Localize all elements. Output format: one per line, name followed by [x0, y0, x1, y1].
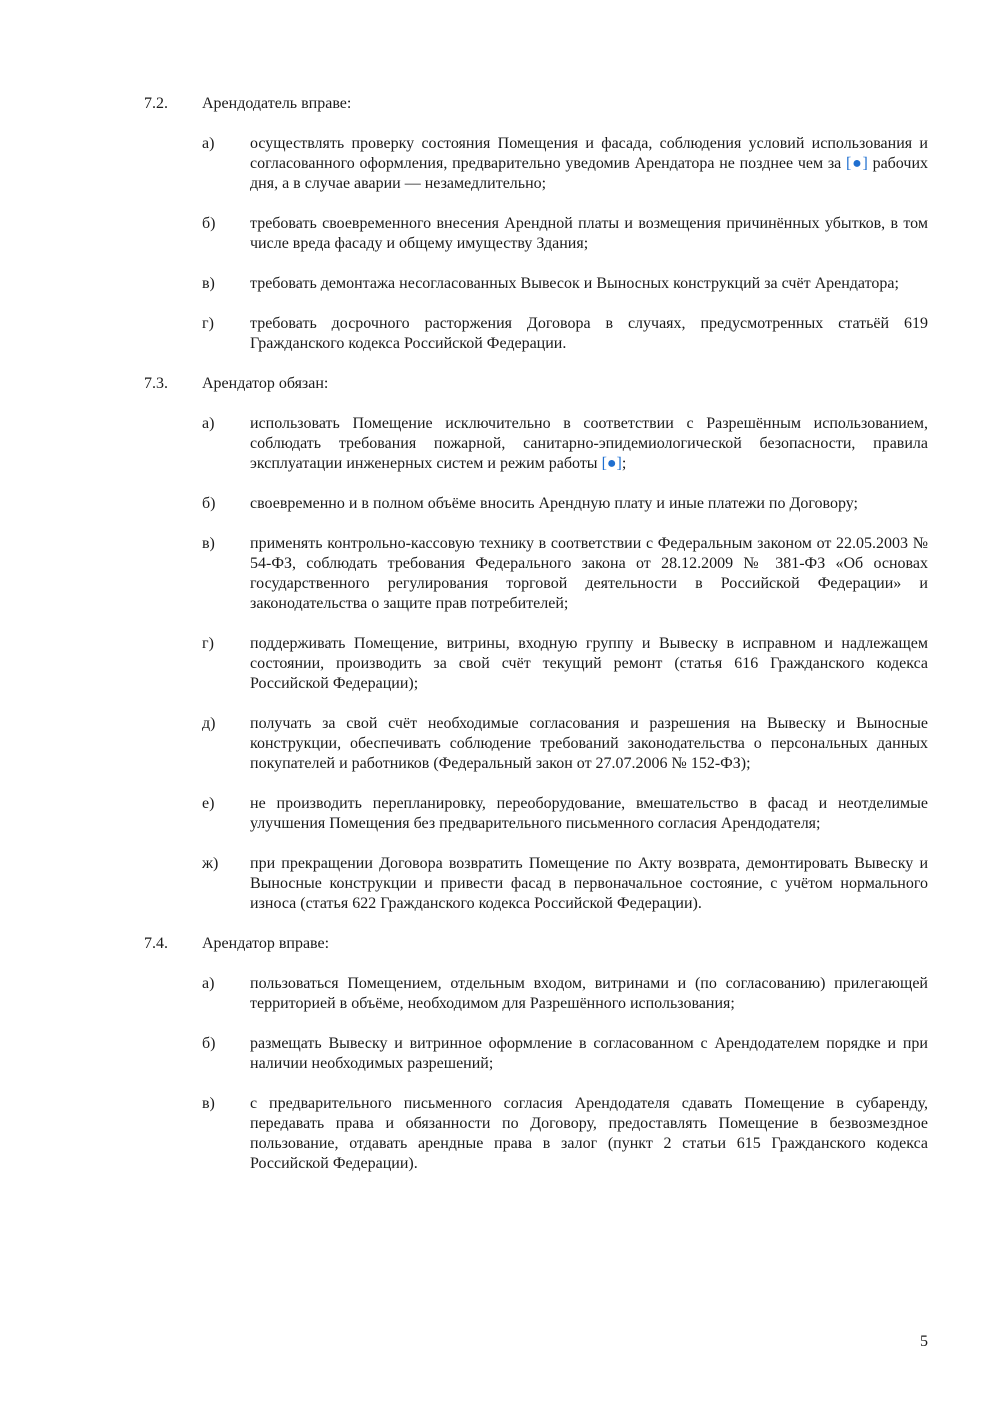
subclause-letter: б): [202, 495, 216, 512]
clause-number: 7.3.: [144, 375, 168, 392]
subclause-item: [144, 794, 928, 834]
text-fragment: пользоваться Помещением, отдельным входом, витринами и (по согласованию) прилегающей территорией в объёме, необходимом для Разрешённого использования;: [250, 975, 928, 1012]
subclause-list: [144, 974, 928, 1174]
subclause-letter: в): [202, 535, 215, 552]
text-fragment: поддерживать Помещение, витрины, входную группу и Вывеску в исправном и надлежащем состоянии, производить за свой счёт текущий ремонт (статья 616 Гражданского кодекса Российской Федерации);: [250, 635, 928, 692]
clause-heading: [144, 94, 928, 114]
subclause-text: [250, 634, 928, 694]
subclause-text: [250, 854, 928, 914]
clause-section: [144, 94, 928, 354]
subclause-letter: а): [202, 975, 215, 992]
placeholder-marker: [●]: [601, 455, 622, 472]
page-number: 5: [920, 1333, 928, 1350]
subclause-text: [250, 274, 928, 294]
subclause-text: [250, 1034, 928, 1074]
text-fragment: своевременно и в полном объёме вносить Арендную плату и иные платежи по Договору;: [250, 495, 858, 512]
text-fragment: размещать Вывеску и витринное оформление в согласованном с Арендодателем порядке и при наличии необходимых разрешений;: [250, 1035, 928, 1072]
text-fragment: требовать досрочного расторжения Договора в случаях, предусмотренных статьёй 619 Гражданского кодекса Российской Федерации.: [250, 315, 928, 352]
subclause-letter: в): [202, 1095, 215, 1112]
subclause-text: [250, 534, 928, 614]
clause-title: Арендатор вправе:: [202, 935, 330, 952]
clause-number: 7.2.: [144, 95, 168, 112]
clause-number: 7.4.: [144, 935, 168, 952]
subclause-item: [144, 1094, 928, 1174]
subclause-text: [250, 714, 928, 774]
clause-section: [144, 374, 928, 914]
text-fragment: применять контрольно-кассовую технику в соответствии с Федеральным законом от 22.05.2003 № 54-ФЗ, соблюдать требования Федерального закона от 28.12.2009 № 381-ФЗ «Об основах государственного регулирования торговой деятельности в Российской Федерации» и законодательства о защите прав потребителей;: [250, 535, 928, 612]
subclause-text: [250, 214, 928, 254]
text-fragment: рабочих дня, а в случае аварии — незамедлительно;: [250, 155, 929, 192]
text-fragment: использовать Помещение исключительно в соответствии с Разрешённым использованием, соблюдать требования пожарной, санитарно-эпидемиологической безопасности, правила эксплуатации инженерных систем и режим работы: [250, 415, 928, 472]
subclause-item: [144, 494, 928, 514]
subclause-letter: е): [202, 795, 215, 812]
clause-title: Арендатор обязан:: [202, 375, 329, 392]
subclause-item: [144, 414, 928, 474]
clause-section: [144, 934, 928, 1174]
subclause-item: [144, 134, 928, 194]
text-fragment: осуществлять проверку состояния Помещения и фасада, соблюдения условий использования и согласованного оформления, предварительно уведомив Арендатора не позднее чем за: [250, 135, 928, 172]
text-fragment: получать за свой счёт необходимые согласования и разрешения на Вывеску и Выносные конструкции, обеспечивать соблюдение требований законодательства о персональных данных покупателей и работников (Федеральный закон от 27.07.2006 № 152-ФЗ);: [250, 715, 928, 772]
subclause-text: [250, 414, 928, 474]
subclause-letter: в): [202, 275, 215, 292]
subclause-text: [250, 134, 928, 194]
subclause-item: [144, 1034, 928, 1074]
subclause-letter: б): [202, 215, 216, 232]
subclause-letter: б): [202, 1035, 216, 1052]
subclause-item: [144, 534, 928, 614]
subclause-letter: г): [202, 315, 214, 332]
subclause-list: [144, 414, 928, 914]
text-fragment: требовать демонтажа несогласованных Вывесок и Выносных конструкций за счёт Арендатора;: [250, 275, 899, 292]
subclause-letter: а): [202, 135, 215, 152]
subclause-item: [144, 974, 928, 1014]
subclause-letter: д): [202, 715, 216, 732]
text-fragment: требовать своевременного внесения Арендной платы и возмещения причинённых убытков, в том числе вреда фасаду и общему имуществу Здания;: [250, 215, 928, 252]
subclause-text: [250, 494, 928, 514]
subclause-text: [250, 1094, 928, 1174]
text-fragment: с предварительного письменного согласия Арендодателя сдавать Помещение в субаренду, передавать права и обязанности по Договору, предоставлять Помещение в безвозмездное пользование, отдавать арендные права в залог (пункт 2 статьи 615 Гражданского кодекса Российской Федерации).: [250, 1095, 928, 1172]
text-fragment: при прекращении Договора возвратить Помещение по Акту возврата, демонтировать Вывеску и Выносные конструкции и привести фасад в первоначальное состояние, с учётом нормального износа (статья 622 Гражданского кодекса Российской Федерации).: [250, 855, 928, 912]
subclause-list: [144, 134, 928, 354]
subclause-text: [250, 974, 928, 1014]
subclause-item: [144, 854, 928, 914]
subclause-letter: ж): [202, 855, 219, 872]
subclause-item: [144, 314, 928, 354]
subclause-item: [144, 714, 928, 774]
subclause-text: [250, 794, 928, 834]
subclause-text: [250, 314, 928, 354]
subclause-item: [144, 634, 928, 694]
text-fragment: не производить перепланировку, переоборудование, вмешательство в фасад и неотделимые улучшения Помещения без предварительного письменного согласия Арендодателя;: [250, 795, 928, 832]
clause-heading: [144, 934, 928, 954]
clause-heading: [144, 374, 928, 394]
placeholder-marker: [●]: [846, 155, 868, 172]
subclause-item: [144, 274, 928, 294]
document-body: [144, 94, 928, 1194]
subclause-letter: а): [202, 415, 215, 432]
subclause-item: [144, 214, 928, 254]
subclause-letter: г): [202, 635, 214, 652]
text-fragment: ;: [621, 455, 627, 472]
clause-title: Арендодатель вправе:: [202, 95, 352, 112]
